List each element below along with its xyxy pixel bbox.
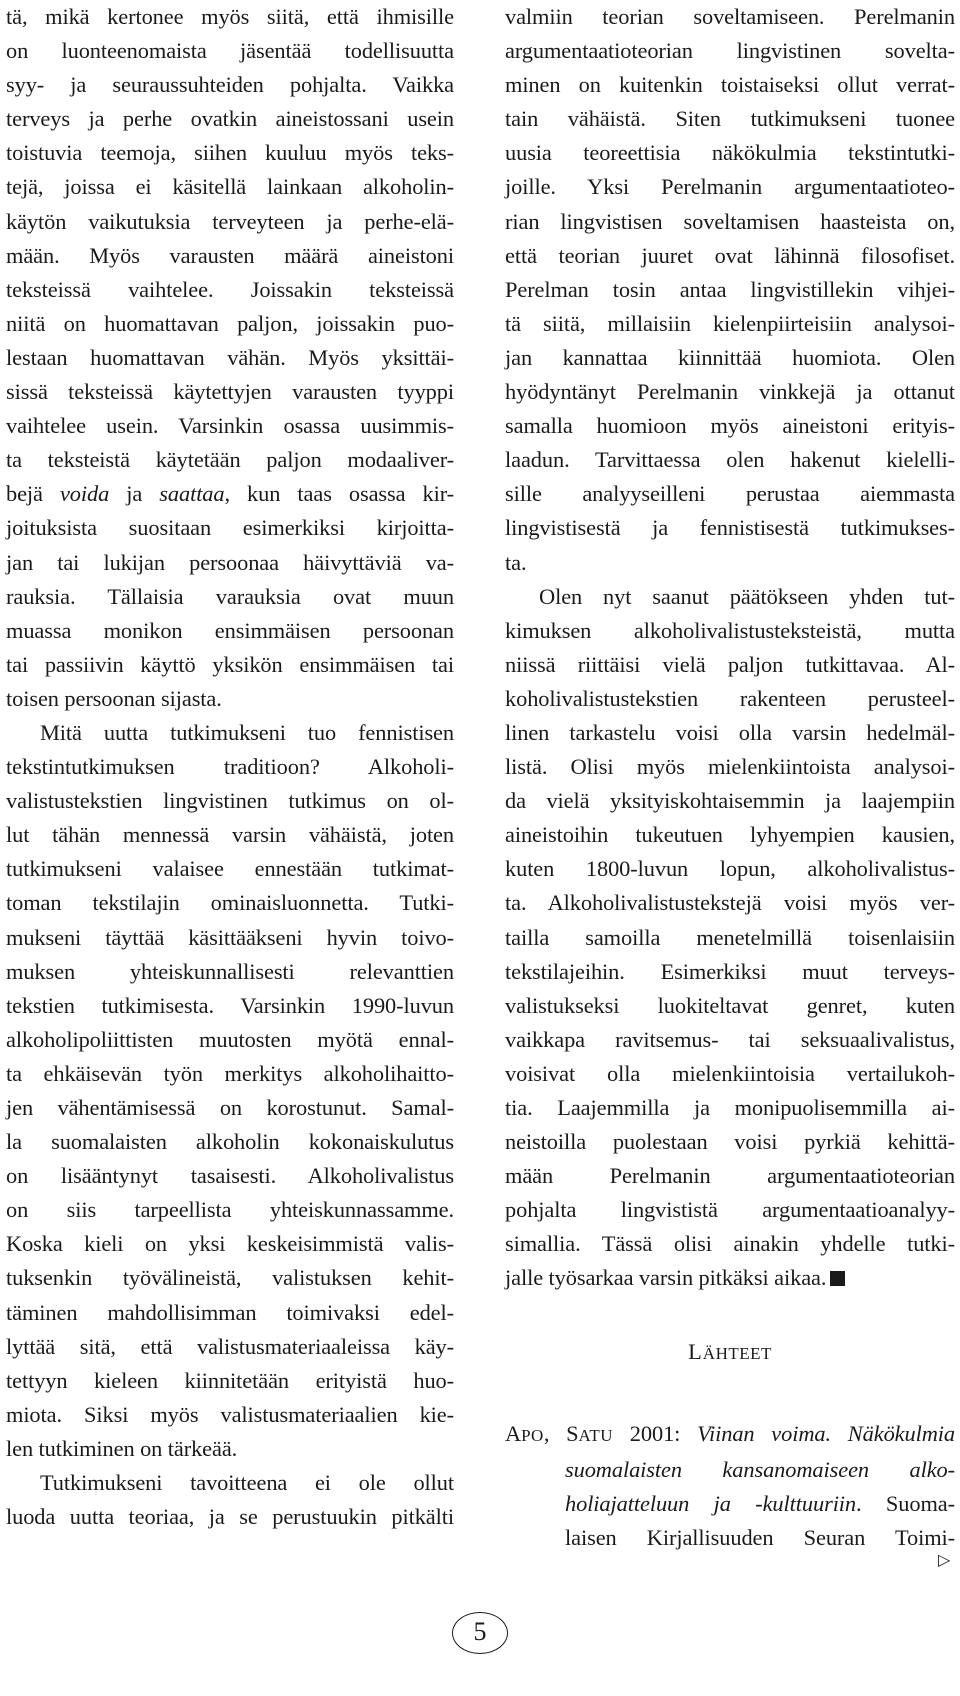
- body-line: muksen yhteiskunnallisesti relevanttien: [6, 958, 454, 984]
- author-initial: A: [505, 1420, 522, 1446]
- body-line: jen vähentämisessä on korostunut. Samal-: [6, 1095, 454, 1120]
- body-line: aineistoihin tukeutuen lyhyempien kausien,: [505, 822, 955, 848]
- body-line: simallia. Tässä olisi ainakin yhdelle tutki-: [505, 1231, 955, 1257]
- body-line: uusia teoreettisia näkökulmia tekstintutki-: [505, 140, 955, 166]
- body-line: mukseni täyttää käsittääkseni hyvin toivo-: [6, 924, 454, 950]
- body-line: on luonteenomaista jäsentää todellisuutta: [6, 38, 454, 64]
- body-line: valistukseksi luokiteltavat genret, kuten: [505, 992, 955, 1018]
- page-number: 5: [452, 1612, 508, 1654]
- body-line: ta. Alkoholivalistustekstejä voisi myös ver-: [505, 890, 955, 916]
- paragraph-start-line: Mitä uutta tutkimukseni tuo fennistisen: [40, 719, 454, 745]
- body-line: valmiin teorian soveltamiseen. Perelmanin: [505, 4, 955, 29]
- reference-year: 2001:: [613, 1420, 698, 1446]
- reference-entry: [505, 1417, 955, 1555]
- body-line: valistustekstien lingvistinen tutkimus on ol-: [6, 788, 454, 814]
- body-line: lut tähän mennessä varsin vähäistä, joten: [6, 822, 454, 848]
- body-line: tekstintutkimuksen traditioon? Alkoholi-: [6, 754, 454, 780]
- body-line: vaikkapa ravitsemus- tai seksuaalivalistus,: [505, 1026, 955, 1052]
- body-line: hyödyntänyt Perelmanin vinkkejä ja ottanut: [505, 379, 955, 405]
- body-line: niissä riittäisi vielä paljon tutkittavaa. Al-: [505, 651, 955, 677]
- body-line: Perelman tosin antaa lingvistillekin vihjei-: [505, 276, 955, 302]
- body-text: ja: [109, 481, 160, 507]
- body-line: tä siitä, millaisiin kielenpiirteisiin analysoi-: [505, 310, 955, 336]
- author-initial: S: [566, 1420, 579, 1446]
- body-line: lingvistisestä ja fennistisestä tutkimukses-: [505, 515, 955, 541]
- reference-line: [505, 1453, 955, 1487]
- author-separator: ,: [543, 1420, 567, 1446]
- body-line: rauksia. Tällaisia varauksia ovat muun: [6, 583, 454, 609]
- body-line: sissä teksteissä käytettyjen varausten tyyppi: [6, 379, 454, 405]
- body-line: mään Perelmanin argumentaatioteorian: [505, 1163, 955, 1189]
- body-line: toman tekstilajin ominaisluonnetta. Tutki-: [6, 890, 454, 916]
- body-line: miota. Siksi myös valistusmateriaalien kie-: [6, 1401, 454, 1427]
- body-line: laadun. Tarvittaessa olen hakenut kielelli-: [505, 447, 955, 473]
- reference-line: [505, 1487, 955, 1521]
- final-body-line: [505, 1261, 955, 1295]
- body-line: tuksenkin työvälineistä, valistuksen kehit-: [6, 1265, 454, 1291]
- body-line: jan tai lukijan persoonaa häivyttäviä va-: [6, 549, 454, 575]
- reference-line: [505, 1417, 955, 1453]
- reference-text: . Suoma-: [856, 1491, 955, 1517]
- body-line: tettyyn kieleen kiinnitetään erityistä huo-: [6, 1367, 454, 1393]
- body-line: vaihtelee usein. Varsinkin osassa uusimmis-: [6, 413, 454, 439]
- body-line: mään. Myös varausten määrä aineistoni: [6, 242, 454, 268]
- body-line: kuten 1800-luvun lopun, alkoholivalistus-: [505, 856, 955, 882]
- continue-arrow-icon: ▷: [938, 1550, 951, 1569]
- reference-line: laisen Kirjallisuuden Seuran Toimi-: [565, 1525, 955, 1551]
- body-line: samalla huomioon myös aineistoni erityis-: [505, 413, 955, 439]
- body-line: luoda uutta teoriaa, ja se perustuukin pitkälti: [6, 1504, 454, 1530]
- body-line: joituksista suositaan esimerkiksi kirjoitta-: [6, 515, 454, 541]
- references-heading: [505, 1335, 955, 1371]
- author-rest: ATU: [578, 1425, 614, 1445]
- heading-initial: L: [688, 1338, 703, 1364]
- body-line: tailla samoilla menetelmillä toisenlaisiin: [505, 924, 955, 950]
- body-line: minen on kuitenkin toistaiseksi ollut verrat-: [505, 72, 955, 98]
- body-line: argumentaatioteorian lingvistinen sovelta-: [505, 38, 955, 64]
- body-line: sille analyyseilleni perustaa aiemmasta: [505, 481, 955, 507]
- body-line: tai passiivin käyttö yksikön ensimmäisen tai: [6, 651, 454, 677]
- body-line: terveys ja perhe ovatkin aineistossani usein: [6, 106, 454, 132]
- reference-title: Viinan voima. Näkökulmia: [697, 1420, 955, 1446]
- body-line-with-italics: [6, 477, 454, 511]
- body-line: listä. Olisi myös mielenkiintoista analysoi-: [505, 754, 955, 780]
- body-line: että teorian juuret ovat lähinnä filosofiset.: [505, 242, 955, 268]
- body-line: tia. Laajemmilla ja monipuolisemmilla ai-: [505, 1095, 955, 1120]
- body-line: tä, mikä kertonee myös siitä, että ihmisille: [6, 4, 454, 29]
- author-rest: PO: [521, 1425, 544, 1445]
- body-line: jan kannattaa kiinnittää huomiota. Olen: [505, 344, 955, 370]
- body-line: on siis tarpeellista yhteiskunnassamme.: [6, 1197, 454, 1223]
- body-line: rian lingvistisen soveltamisen haasteista on,: [505, 208, 955, 234]
- body-line: syy- ja seuraussuhteiden pohjalta. Vaikka: [6, 72, 454, 98]
- spacer: [505, 1296, 955, 1330]
- body-line: tejä, joissa ei käsitellä lainkaan alkoholin-: [6, 174, 454, 200]
- body-line: joille. Yksi Perelmanin argumentaatioteo-: [505, 174, 955, 200]
- paragraph-start-line: Olen nyt saanut päätökseen yhden tut-: [539, 583, 955, 609]
- body-line: teksteissä vaihtelee. Joissakin teksteissä: [6, 276, 454, 302]
- body-line: Koska kieli on yksi keskeisimmistä valis-: [6, 1231, 454, 1257]
- end-of-article-mark-icon: [830, 1271, 845, 1286]
- body-line: tekstilajeihin. Esimerkiksi muut terveys-: [505, 958, 955, 984]
- body-line: tain vähäistä. Siten tutkimukseni tuonee: [505, 106, 955, 132]
- body-line: niitä on huomattavan paljon, joissakin puo-: [6, 310, 454, 336]
- right-column: [505, 0, 955, 1555]
- body-line: lyttää sitä, että valistusmateriaaleissa käy-: [6, 1333, 454, 1359]
- heading-rest: ÄHTEET: [702, 1343, 772, 1363]
- body-line: toistuvia teemoja, siihen kuuluu myös teks-: [6, 140, 454, 166]
- body-line: toisen persoonan sijasta.: [6, 685, 222, 711]
- paragraph-start-line: Tutkimukseni tavoitteena ei ole ollut: [40, 1470, 454, 1496]
- body-text: bejä: [6, 481, 60, 507]
- body-line: muassa monikon ensimmäisen persoonan: [6, 617, 454, 643]
- body-line: len tutkiminen on tärkeää.: [6, 1435, 238, 1461]
- body-line: käytön vaikutuksia terveyteen ja perhe-elä-: [6, 208, 454, 234]
- body-line: la suomalaisten alkoholin kokonaiskulutus: [6, 1129, 454, 1155]
- body-line: ta teksteistä käytetään paljon modaaliver-: [6, 447, 454, 473]
- body-line: ta.: [505, 549, 527, 575]
- body-line: ta ehkäisevän työn merkitys alkoholihaitto-: [6, 1060, 454, 1086]
- body-text: jalle työsarkaa varsin pitkäksi aikaa.: [505, 1265, 827, 1291]
- body-line: tekstien tutkimisesta. Varsinkin 1990-luvun: [6, 992, 454, 1018]
- body-line: täminen mahdollisimman toimivaksi edel-: [6, 1299, 454, 1325]
- spacer: [505, 1371, 955, 1405]
- body-line: koholivalistustekstien rakenteen perusteel-: [505, 685, 955, 711]
- reference-title: holiajatteluun ja -kulttuuriin: [565, 1491, 857, 1517]
- body-line: voisivat olla mielenkiintoisia vertailukoh-: [505, 1060, 955, 1086]
- italic-word-saattaa: saattaa: [159, 481, 225, 507]
- reference-title: suomalaisten kansanomaiseen alko-: [565, 1456, 955, 1482]
- body-line: linen tarkastelu voisi olla varsin hedelmäl-: [505, 719, 955, 745]
- body-line: on lisääntynyt tasaisesti. Alkoholivalistus: [6, 1163, 454, 1189]
- body-line: lestaan huomattavan vähän. Myös yksittäi-: [6, 344, 454, 370]
- body-text: , kun taas osassa kir-: [224, 481, 454, 507]
- body-line: pohjalta lingvististä argumentaatioanalyy-: [505, 1197, 955, 1223]
- body-line: tutkimukseni valaisee ennestään tutkimat-: [6, 856, 454, 882]
- body-line: alkoholipoliittisten muutosten myötä ennal-: [6, 1026, 454, 1052]
- body-line: da vielä yksityiskohtaisemmin ja laajempiin: [505, 788, 955, 814]
- body-line: neistoilla puolestaan voisi pyrkiä kehittä-: [505, 1129, 955, 1155]
- italic-word-voida: voida: [59, 481, 110, 507]
- left-column: [6, 0, 454, 1534]
- body-line: kimuksen alkoholivalistusteksteistä, mutta: [505, 617, 955, 643]
